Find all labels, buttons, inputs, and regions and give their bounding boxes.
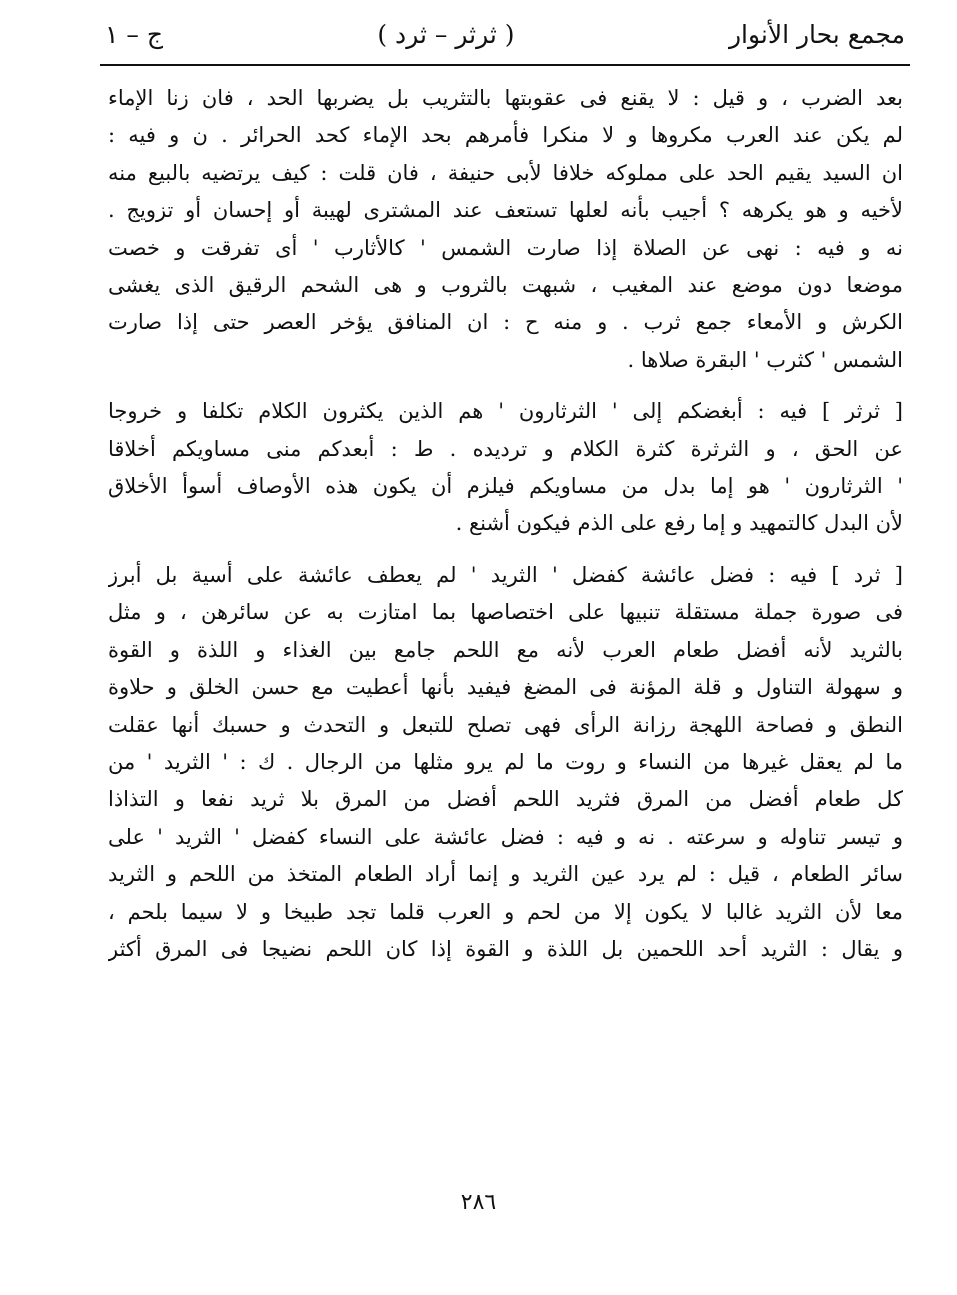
volume-number: ج – ١ (105, 19, 163, 49)
text-line: كل طعام أفضل من المرق فثريد اللحم أفضل من المرق بلا ثريد نفعا و التذاذا (108, 787, 903, 812)
body-text (108, 80, 903, 968)
text-line: نه و فيه : نهى عن الصلاة إذا صارت الشمس ' كالأثارب ' أى تفرقت و خصت (108, 235, 903, 260)
book-title: مجمع بحار الأنوار (728, 19, 905, 49)
text-line: لم يكن عند العرب مكروها و لا منكرا فأمرهم بحد الإماء كحد الحرائر . ن و فيه : (108, 123, 903, 148)
paragraph-thrthr (108, 393, 903, 543)
text-line: لأخيه و هو يكرهه ؟ أجيب بأنه لعلها تستعف عند المشترى لهيبة أو إحسان أو تزويج . (108, 198, 903, 223)
page-header (105, 12, 905, 56)
text-line: [ ثرد ] فيه : فضل عائشة كفضل ' الثريد ' لم يعطف عائشة على أسية بل أبرز (108, 562, 903, 587)
text-line: الكرش و الأمعاء جمع ثرب . و منه ح : ان المنافق يؤخر العصر حتى إذا صارت (108, 310, 903, 335)
text-line: الشمس ' كثرب ' البقرة صلاها . (627, 347, 903, 372)
text-line: معا لأن الثريد غالبا لا يكون إلا من لحم و العرب قلما تجد طبيخا و لا سيما بلحم ، (108, 899, 903, 924)
text-line: بعد الضرب ، و قيل : لا يقنع فى عقوبتها بالتثريب بل يضربها الحد ، فان زنا الإماء (108, 86, 903, 110)
text-line: بالثريد لأنه أفضل طعام العرب لأنه مع اللحم جامع بين الغذاء و اللذة و القوة (108, 637, 903, 662)
text-line: [ ثرثر ] فيه : أبغضكم إلى ' الثرثارون ' هم الذين يكثرون الكلام تكلفا و خروجا (108, 399, 903, 424)
paragraph-thrd (108, 557, 903, 968)
text-line: عن الحق ، و الثرثرة كثرة الكلام و ترديده . ط : أبعدكم منى مساويكم أخلاقا (108, 436, 903, 461)
text-line: و يقال : الثريد أحد اللحمين بل اللذة و القوة إذا كان اللحم نضيجا فى المرق أكثر (108, 936, 903, 961)
text-line: ان السيد يقيم الحد على مملوكه خلافا لأبى حنيفة ، فان قلت : كيف يرتضيه بالبيع منه (108, 160, 903, 185)
paragraph-thrb (108, 80, 903, 379)
text-line: لأن البدل كالتمهيد و إما رفع على الذم فيكون أشنع . (455, 511, 903, 536)
text-line: و تيسر تناوله و سرعته . نه و فيه : فضل عائشة على النساء كفضل ' الثريد ' على (108, 824, 903, 849)
text-line: و سهولة التناول و قلة المؤنة فى المضغ فيفيد بأنها أعطيت مع حسن الخلق و حلاوة (108, 675, 903, 700)
text-line: سائر الطعام ، قيل : لم يرد عين الثريد و إنما أراد الطعام المتخذ من اللحم و الثريد (108, 862, 903, 887)
entry-range: ( ثرثر – ثرد ) (377, 19, 515, 49)
text-line: ما لم يعقل غيرها من النساء و روت ما لم يرو مثلها من الرجال . ك : ' الثريد ' من (108, 749, 903, 774)
text-line: ' الثرثارون ' هو إما بدل من مساويكم فيلزم أن يكون هذه الأوصاف أسوأ الأخلاق (108, 474, 903, 499)
header-rule (100, 64, 910, 66)
text-line: موضعا دون موضع عند المغيب ، شبهت بالثروب و هى الشحم الرقيق الذى يغشى (108, 273, 903, 298)
text-line: فى صورة جملة مستقلة تنبيها على اختصاصها بما امتازت به عن سائرهن ، و مثل (108, 600, 903, 625)
text-line: النطق و فصاحة اللهجة رزانة الرأى فهى تصلح للتبعل و التحدث و حسبك أنها عقلت (108, 712, 903, 737)
page-number: ٢٨٦ (460, 1190, 497, 1215)
